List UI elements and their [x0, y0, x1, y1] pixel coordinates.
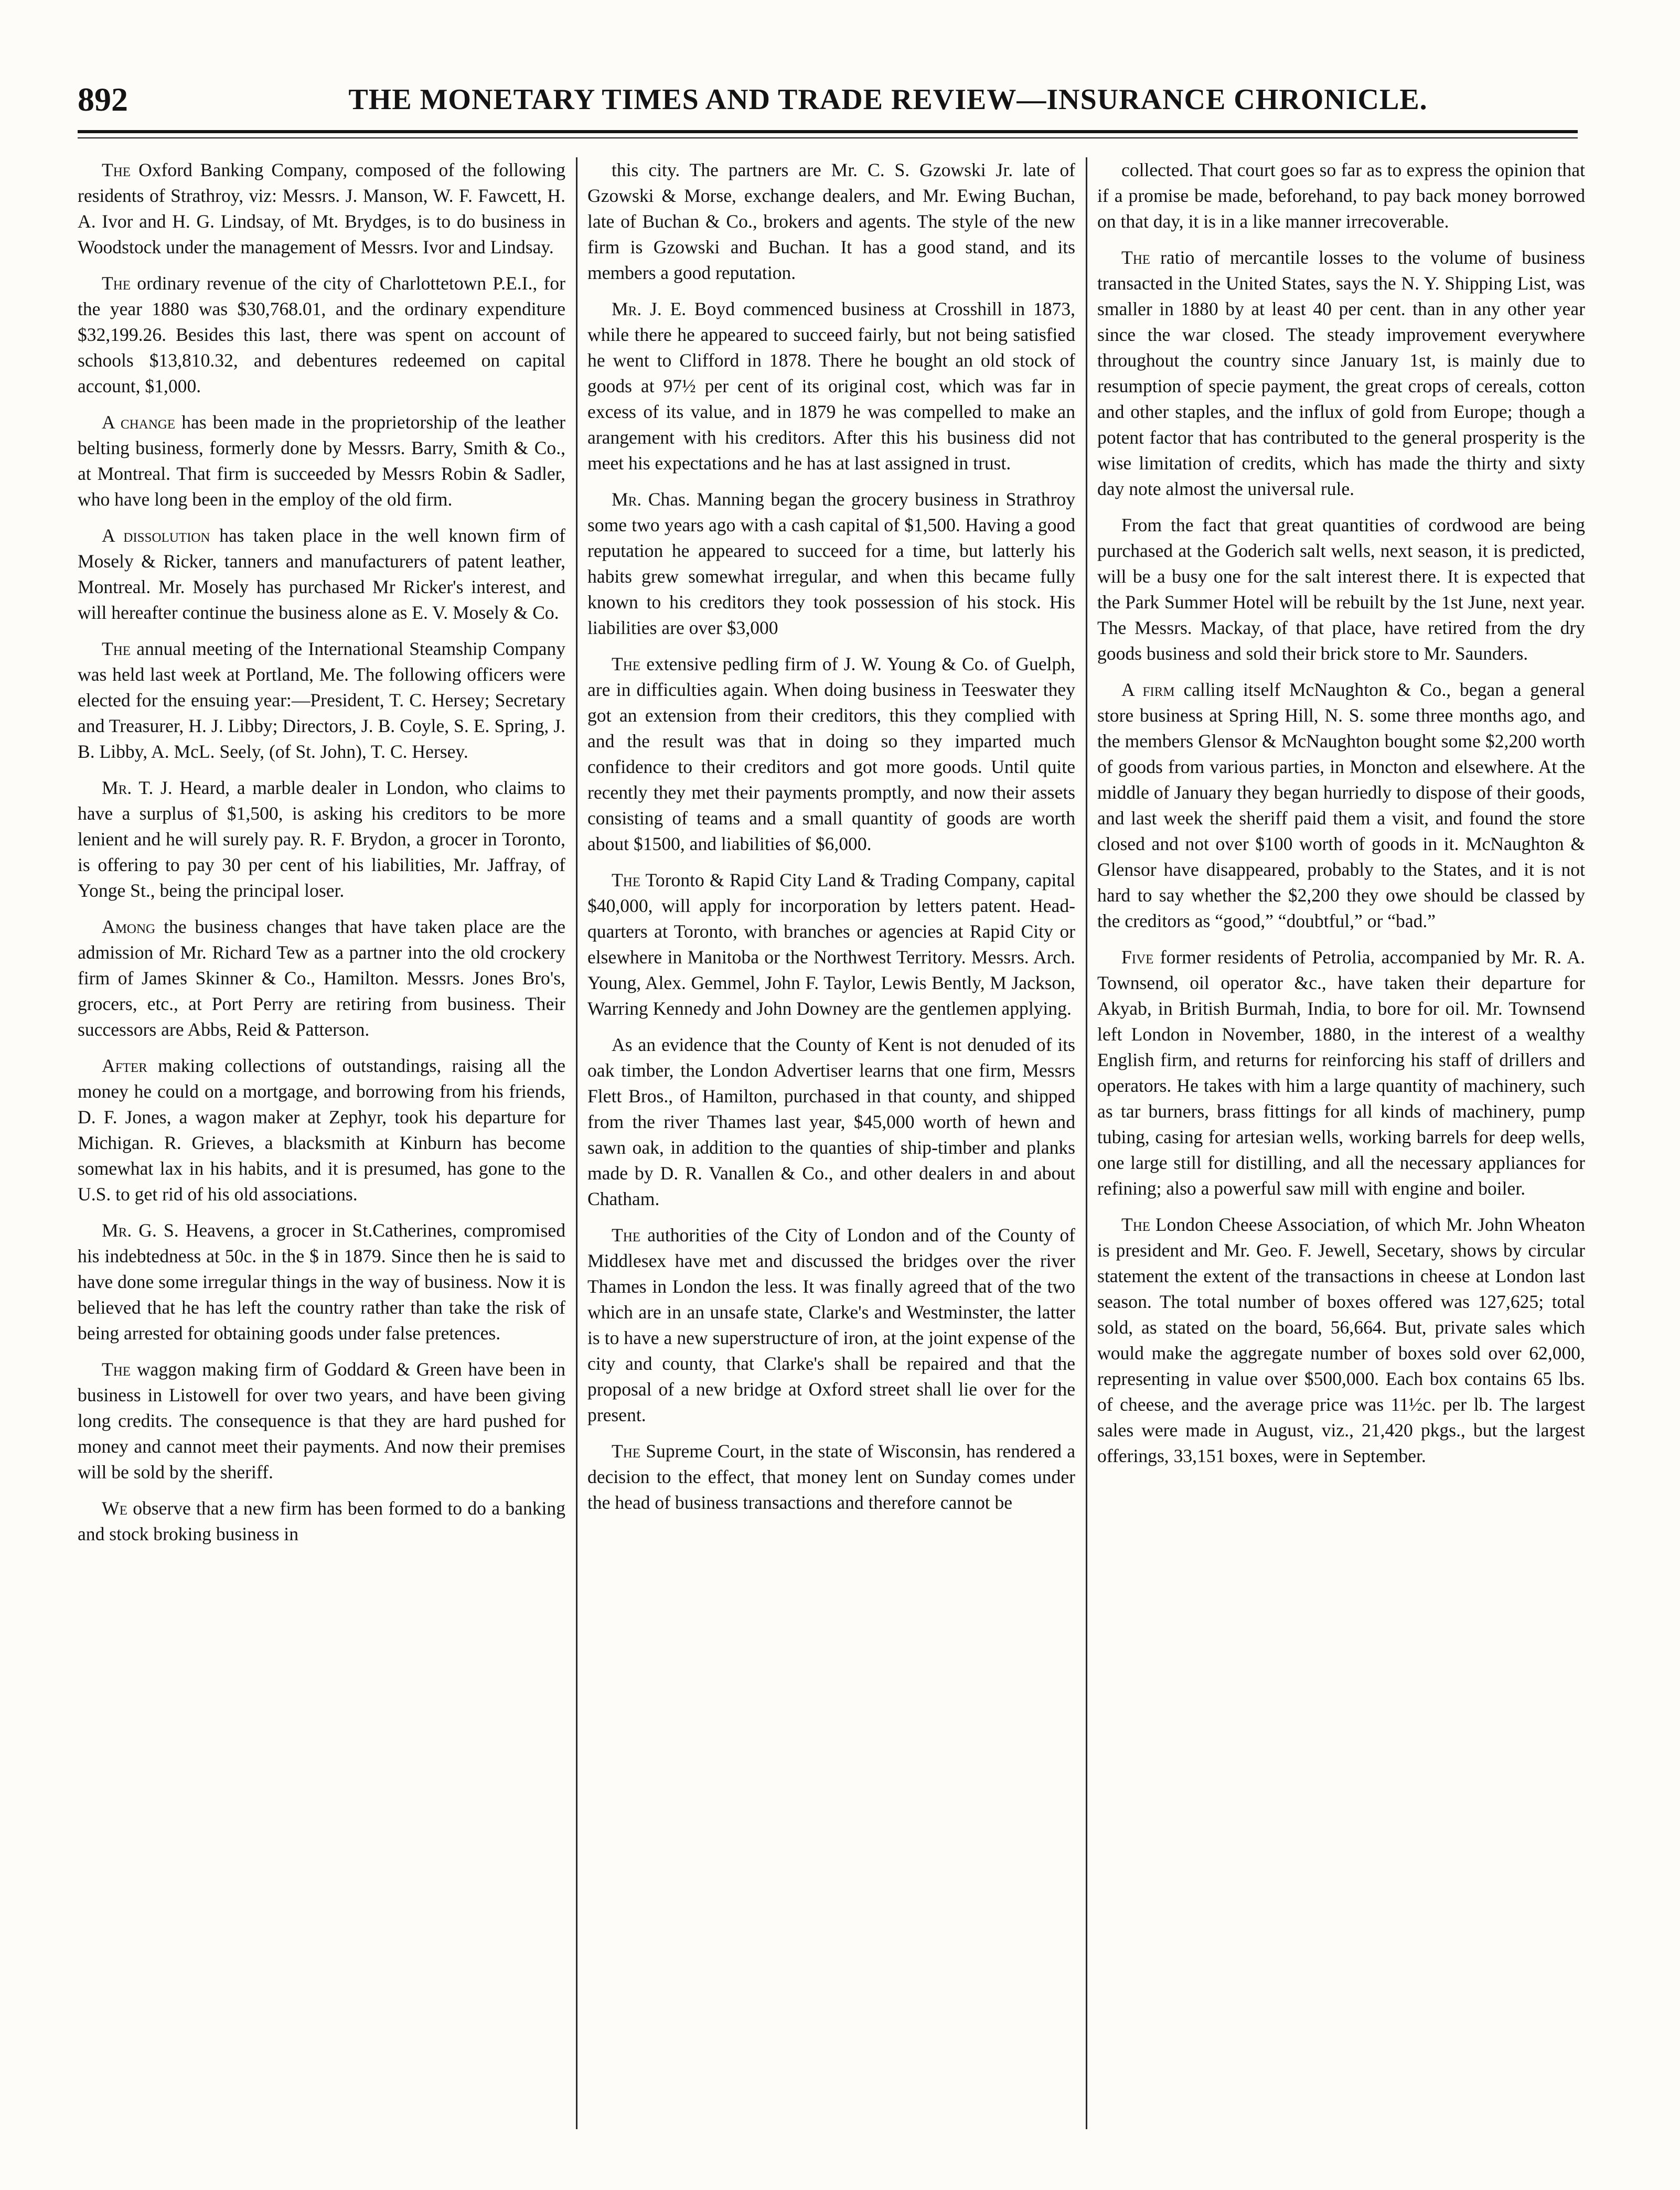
- news-item-text: G. S. Heavens, a grocer in St.Catherines, compromised his indebtedness at 50c. in the $ in 1879. Since then he is said to have done some irregular things in the way of business. Now it is believed that he has left the country rather than take the risk of being arrested for obtaining goods under false pretences.: [78, 1220, 565, 1344]
- news-item: [1097, 1212, 1585, 1469]
- news-item-text: authorities of the City of London and of the County of Middlesex have met and discussed the bridges over the river Thames in London the less. It was finally agreed that of the two which are in an unsafe state, Clarke's and Westminster, the latter is to have a new superstructure of iron, at the joint expense of the city and county, that Clarke's shall be repaired and that the proposal of a new bridge at Oxford street shall lie over for the present.: [587, 1225, 1075, 1425]
- column-2: [587, 157, 1075, 2150]
- news-item-lead: Mr.: [612, 298, 642, 319]
- news-item-text: collected. That court goes so far as to express the opinion that if a promise be made, beforehand, to pay back money borrowed on that day, it is in a like manner irrecoverable.: [1097, 159, 1585, 232]
- news-item: [587, 1032, 1075, 1212]
- page-number: 892: [78, 81, 128, 118]
- header-rule-thick: [78, 130, 1578, 133]
- news-item: [78, 775, 565, 904]
- news-item: [78, 523, 565, 626]
- news-item: [78, 1218, 565, 1346]
- news-item-lead: Mr.: [612, 489, 642, 510]
- news-item-text: J. E. Boyd commenced business at Crosshill in 1873, while there he appeared to succeed fairly, but not being satisfied he went to Clifford in 1878. There he bought an old stock of goods at 97½ per cent of its original cost, which was far in excess of its value, and in 1879 he was compelled to make an arangement with his creditors. After this his business did not meet his expectations and he has at last assigned in trust.: [587, 298, 1075, 474]
- news-item-text: Supreme Court, in the state of Wisconsin, has rendered a decision to the effect, that money lent on Sunday comes under the head of business transactions and therefore cannot be: [587, 1441, 1075, 1513]
- news-item-lead: The: [612, 1225, 641, 1246]
- news-item-text: has taken place in the well known firm of Mosely & Ricker, tanners and manufacturers of patent leather, Montreal. Mr. Mosely has purchased Mr Ricker's interest, and will hereafter continue the business alone as E. V. Mosely & Co.: [78, 525, 565, 623]
- running-title: THE MONETARY TIMES AND TRADE REVIEW—INSURANCE CHRONICLE.: [348, 83, 1428, 116]
- news-item-text: waggon making firm of Goddard & Green have been in business in Listowell for over two years, and have been giving long credits. The consequence is that they are hard pushed for money and cannot meet their payments. And now their premises will be sold by the sheriff.: [78, 1359, 565, 1483]
- news-item: [1097, 245, 1585, 502]
- column-divider-1: [576, 157, 577, 2129]
- news-item-lead: The: [612, 653, 641, 674]
- news-item-text: T. J. Heard, a marble dealer in London, who claims to have a surplus of $1,500, is asking his creditors to be more lenient and he will surely pay. R. F. Brydon, a grocer in Toronto, is offering to pay 30 per cent of his liabilities, Mr. Jaffray, of Yonge St., being the principal loser.: [78, 777, 565, 901]
- news-item-text: this city. The partners are Mr. C. S. Gzowski Jr. late of Gzowski & Morse, exchange dealers, and Mr. Ewing Buchan, late of Buchan & Co., brokers and agents. The style of the new firm is Gzowski and Buchan. It has a good stand, and its members a good reputation.: [587, 159, 1075, 283]
- news-item-lead: The: [612, 869, 641, 890]
- news-item: [587, 157, 1075, 286]
- news-item: [1097, 157, 1585, 234]
- news-item-lead: Among: [102, 916, 156, 937]
- news-item-text: the business changes that have taken place are the admission of Mr. Richard Tew as a partner into the old crockery firm of James Skinner & Co., Hamilton. Messrs. Jones Bro's, grocers, etc., at Port Perry are retiring from business. Their successors are Abbs, Reid & Patterson.: [78, 916, 565, 1040]
- news-item-lead: We: [102, 1498, 127, 1519]
- news-item-text: calling itself McNaughton & Co., began a general store business at Spring Hill, N. S. some three months ago, and the members Glensor & McNaughton bought some $2,200 worth of goods from various parties, in Moncton and elsewhere. At the middle of January they began hurriedly to dispose of their goods, and last week the sheriff paid them a visit, and found the store closed and not over $100 worth of goods in it. McNaughton & Glensor have disappeared, probably to the States, and it is not hard to say whether the $2,200 they owe should be classed by the creditors as “good,” “doubtful,” or “bad.”: [1097, 679, 1585, 931]
- page-header: [78, 79, 1599, 121]
- news-item-text: making collections of outstandings, raising all the money he could on a mortgage, and borrowing from his friends, D. F. Jones, a wagon maker at Zephyr, took his departure for Michigan. R. Grieves, a blacksmith at Kinburn has become somewhat lax in his habits, and it is presumed, has gone to the U.S. to get rid of his old associations.: [78, 1055, 565, 1205]
- news-item-lead: A change: [102, 412, 176, 433]
- news-item-lead: A dissolution: [102, 525, 210, 546]
- news-item: [587, 487, 1075, 641]
- news-item: [587, 1438, 1075, 1516]
- news-item-text: As an evidence that the County of Kent is not denuded of its oak timber, the London Advertiser learns that one firm, Messrs Flett Bros., of Hamilton, purchased in that county, and shipped from the river Thames last year, $45,000 worth of hewn and sawn oak, in addition to the quanties of ship-timber and planks made by D. R. Vanallen & Co., and other dealers in and about Chatham.: [587, 1034, 1075, 1209]
- news-item: [1097, 677, 1585, 934]
- news-item: [587, 867, 1075, 1022]
- news-item: [1097, 512, 1585, 667]
- news-item: [78, 271, 565, 399]
- news-item-lead: The: [102, 273, 131, 294]
- news-item-lead: Mr.: [102, 777, 132, 798]
- news-item: [78, 157, 565, 260]
- news-item: [587, 1222, 1075, 1428]
- news-item-text: ordinary revenue of the city of Charlottetown P.E.I., for the year 1880 was $30,768.01, and the ordinary expenditure $32,199.26. Besides this last, there was spent on account of schools $13,810.32, and debentures redeemed on capital account, $1,000.: [78, 273, 565, 396]
- news-item-lead: The: [102, 1359, 131, 1380]
- news-item-lead: Five: [1121, 947, 1154, 968]
- news-item: [78, 1357, 565, 1485]
- news-item-text: observe that a new firm has been formed to do a banking and stock broking business in: [78, 1498, 565, 1544]
- news-item: [78, 1496, 565, 1547]
- news-item-text: From the fact that great quantities of cordwood are being purchased at the Goderich salt wells, next season, it is predicted, will be a busy one for the salt interest there. It is expected that the Park Summer Hotel will be rebuilt by the 1st June, next year. The Messrs. Mackay, of that place, have retired from the dry goods business and sold their brick store to Mr. Saunders.: [1097, 514, 1585, 664]
- news-item-lead: A firm: [1121, 679, 1175, 700]
- column-1: [78, 157, 565, 2150]
- news-item-text: Oxford Banking Company, composed of the following residents of Strathroy, viz: Messrs. J. Manson, W. F. Fawcett, H. A. Ivor and H. G. Lindsay, of Mt. Brydges, is to do business in Woodstock under the management of Messrs. Ivor and Lindsay.: [78, 159, 565, 257]
- news-item-text: ratio of mercantile losses to the volume of business transacted in the United States, says the N. Y. Shipping List, was smaller in 1880 by at least 40 per cent. than in any other year since the war closed. The steady improvement everywhere throughout the country since January 1st, is mainly due to resumption of specie payment, the great crops of cereals, cotton and other staples, and the influx of gold from Europe; though a potent factor that has contributed to the general prosperity is the wise limitation of credits, which has made the thirty and sixty day note almost the universal rule.: [1097, 247, 1585, 499]
- news-item: [78, 914, 565, 1043]
- news-item-text: annual meeting of the International Steamship Company was held last week at Portland, Me. The following officers were elected for the ensuing year:—President, T. C. Hersey; Secretary and Treasurer, H. J. Libby; Directors, J. B. Coyle, S. E. Spring, J. B. Libby, A. McL. Seely, (of St. John), T. C. Hersey.: [78, 638, 565, 762]
- news-item-lead: The: [612, 1441, 641, 1462]
- news-item-text: has been made in the proprietorship of the leather belting business, formerly done by Messrs. Barry, Smith & Co., at Montreal. That firm is succeeded by Messrs Robin & Sadler, who have long been in the employ of the old firm.: [78, 412, 565, 510]
- column-3: [1097, 157, 1585, 2150]
- news-item-text: extensive pedling firm of J. W. Young & Co. of Guelph, are in difficulties again. When doing business in Teeswater they got an extension from their creditors, this they complied with and the result was that in doing so they imparted much confidence to their creditors and got more goods. Until quite recently they met their payments promptly, and now their assets consisting of teams and a small quantity of goods are worth about $1500, and liabilities of $6,000.: [587, 653, 1075, 854]
- news-item-lead: The: [1121, 1214, 1151, 1235]
- header-rule-thin: [78, 137, 1578, 138]
- news-item: [78, 636, 565, 765]
- news-item: [1097, 944, 1585, 1201]
- news-item-lead: Mr.: [102, 1220, 132, 1241]
- news-item-text: London Cheese Association, of which Mr. John Wheaton is president and Mr. Geo. F. Jewell, Secetary, shows by circular statement the extent of the transactions in cheese at London last season. The total number of boxes offered was 127,625; total sold, as stated on the board, 56,664. But, private sales which would make the aggregate number of boxes sold over 62,000, representing in value over $500,000. Each box contains 65 lbs. of cheese, and the average price was 11½c. per lb. The largest sales were made in August, viz., 21,420 pkgs., but the largest offerings, 33,151 boxes, were in September.: [1097, 1214, 1585, 1466]
- news-item: [78, 1053, 565, 1207]
- news-item-lead: The: [102, 638, 131, 659]
- news-item: [78, 410, 565, 512]
- news-item-lead: The: [102, 159, 131, 180]
- news-item-text: Chas. Manning began the grocery business in Strathroy some two years ago with a cash capital of $1,500. Having a good reputation he appeared to succeed for a time, but latterly his habits grew somewhat irregular, and when this became fully known to his creditors they took possession of his stock. His liabilities are over $3,000: [587, 489, 1075, 638]
- news-item: [587, 296, 1075, 476]
- news-item-text: Toronto & Rapid City Land & Trading Company, capital $40,000, will apply for incorporation by letters patent. Head-quarters at Toronto, with branches or agencies at Rapid City or elsewhere in Manitoba or the Northwest Territory. Messrs. Arch. Young, Alex. Gemmel, John F. Taylor, Lewis Bently, M Jackson, Warring Kennedy and John Downey are the gentlemen applying.: [587, 869, 1075, 1019]
- news-item-lead: After: [102, 1055, 147, 1076]
- column-divider-2: [1086, 157, 1087, 2129]
- news-item-lead: The: [1121, 247, 1151, 268]
- news-item-text: former residents of Petrolia, accompanied by Mr. R. A. Townsend, oil operator &c., have taken their departure for Akyab, in British Burmah, India, to bore for oil. Mr. Townsend left London in November, 1880, in the interest of a wealthy English firm, and returns for reinforcing his staff of drillers and operators. He takes with him a large quantity of machinery, such as tar burners, brass fittings for all kinds of machinery, pump tubing, casing for artesian wells, working barrels for deep wells, one large still for distilling, and all the necessary appliances for refining; also a powerful saw mill with engine and boiler.: [1097, 947, 1585, 1199]
- news-item: [587, 651, 1075, 857]
